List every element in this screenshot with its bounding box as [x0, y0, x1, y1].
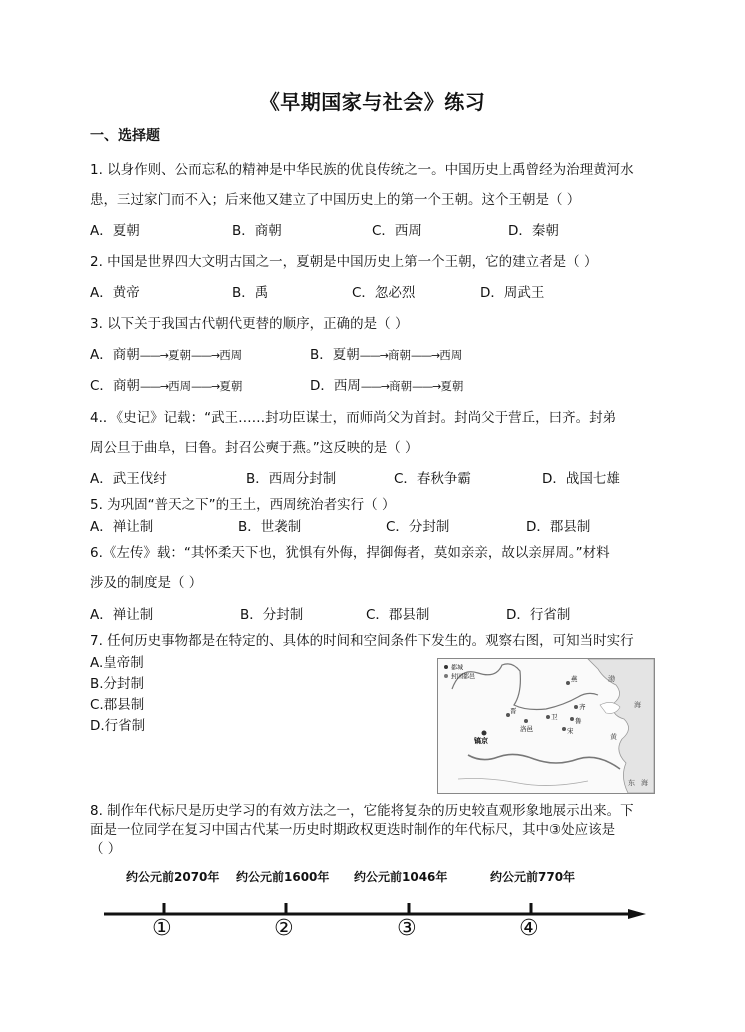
q1-stem-line2: 患，三过家门而不入；后来他又建立了中国历史上的第一个王朝。这个王朝是（ ）: [90, 192, 581, 208]
map-label: 鲁: [575, 717, 582, 725]
q6-stem-line2: 涉及的制度是（ ）: [90, 575, 203, 591]
timeline-mark-3: ③: [397, 916, 417, 941]
map-label: 海: [634, 701, 641, 709]
section-heading: 一、选择题: [90, 128, 160, 144]
map-legend-capital: 都城: [451, 664, 464, 672]
q8-stem-line1: 8. 制作年代标尺是历史学习的有效方法之一，它能将复杂的历史较直观形象地展示出来。下: [90, 803, 634, 819]
arrow-icon: ——→: [191, 380, 220, 393]
q7-stem: 7. 任何历史事物都是在特定的、具体的时间和空间条件下发生的。观察右图，可知当时实行: [90, 633, 634, 649]
q1-option-c[interactable]: C．西周: [372, 223, 422, 239]
q3-option-b[interactable]: B．夏朝——→商朝——→西周: [310, 347, 463, 363]
q5-stem: 5. 为巩固“普天之下”的王土，西周统治者实行（ ）: [90, 497, 396, 513]
arrow-icon: ——→: [359, 349, 388, 362]
q1-option-d[interactable]: D．秦朝: [508, 223, 559, 239]
map-legend-fief: 封国都邑: [451, 673, 476, 681]
q7-option-d[interactable]: D.行省制: [90, 718, 146, 734]
map-label: 燕: [571, 675, 578, 683]
q1-option-a[interactable]: A．夏朝: [90, 223, 140, 239]
q5-option-a[interactable]: A．禅让制: [90, 519, 154, 535]
map-label: 黄: [610, 733, 617, 741]
q6-option-b[interactable]: B．分封制: [240, 607, 304, 623]
map-label: 海: [641, 779, 648, 787]
q3-option-d[interactable]: D．西周——→商朝——→夏朝: [310, 378, 464, 394]
q4-option-a[interactable]: A．武王伐纣: [90, 471, 167, 487]
q6-stem-line1: 6.《左传》载：“其怀柔天下也，犹惧有外侮，捍御侮者，莫如亲亲，故以亲屏周。”材料: [90, 545, 610, 561]
q2-option-d[interactable]: D．周武王: [480, 285, 545, 301]
q4-option-c[interactable]: C．春秋争霸: [394, 471, 471, 487]
map-label: 渤: [608, 675, 615, 683]
timeline-mark-4: ④: [519, 916, 539, 941]
map-label: 晋: [510, 707, 517, 715]
era-timeline: [100, 868, 660, 958]
arrow-icon: ——→: [360, 380, 390, 393]
timeline-label-1: 约公元前2070年: [126, 870, 220, 884]
map-label: 宋: [567, 727, 574, 735]
q4-option-b[interactable]: B．西周分封制: [246, 471, 337, 487]
arrow-icon: ——→: [410, 349, 440, 362]
page-title: 《早期国家与社会》练习: [259, 90, 486, 114]
timeline-mark-2: ②: [274, 916, 294, 941]
western-zhou-map: [437, 658, 655, 794]
q7-option-c[interactable]: C.郡县制: [90, 697, 145, 713]
q6-option-a[interactable]: A．禅让制: [90, 607, 154, 623]
q1-stem-line1: 1. 以身作则、公而忘私的精神是中华民族的优良传统之一。中国历史上禹曾经为治理黄河水: [90, 162, 634, 178]
timeline-label-4: 约公元前770年: [490, 870, 576, 884]
q4-option-d[interactable]: D．战国七雄: [542, 471, 620, 487]
q7-option-b[interactable]: B.分封制: [90, 676, 145, 692]
q3-option-a[interactable]: A．商朝——→夏朝——→西周: [90, 347, 243, 363]
q4-stem-line2: 周公旦于曲阜，曰鲁。封召公奭于燕。”这反映的是（ ）: [90, 440, 419, 456]
map-label-capital: 镐京: [474, 737, 488, 745]
q6-option-d[interactable]: D．行省制: [506, 607, 571, 623]
q4-stem-line1: 4.．《史记》记载：“武王……封功臣谋士，而师尚父为首封。封尚父于营丘，曰齐。封弟: [90, 410, 617, 426]
map-label: 洛邑: [520, 725, 533, 733]
arrow-head-icon: [628, 909, 646, 919]
q5-option-d[interactable]: D．郡县制: [526, 519, 591, 535]
q6-option-c[interactable]: C．郡县制: [366, 607, 430, 623]
q2-option-b[interactable]: B．禹: [232, 285, 269, 301]
q2-option-a[interactable]: A．黄帝: [90, 285, 140, 301]
timeline-label-2: 约公元前1600年: [236, 870, 330, 884]
map-label: 东: [628, 779, 635, 787]
arrow-icon: ——→: [139, 380, 169, 393]
timeline-label-3: 约公元前1046年: [354, 870, 448, 884]
q3-stem: 3. 以下关于我国古代朝代更替的顺序，正确的是（ ）: [90, 316, 409, 332]
q3-option-c[interactable]: C．商朝——→西周——→夏朝: [90, 378, 243, 394]
q1-option-b[interactable]: B．商朝: [232, 223, 282, 239]
q5-option-b[interactable]: B．世袭制: [238, 519, 302, 535]
timeline-mark-1: ①: [152, 916, 172, 941]
arrow-icon: ——→: [139, 349, 168, 362]
arrow-icon: ——→: [190, 349, 220, 362]
map-label: 卫: [551, 713, 558, 721]
q2-option-c[interactable]: C．忽必烈: [352, 285, 416, 301]
map-label: 齐: [579, 703, 586, 711]
map-graphic: [438, 659, 654, 793]
q5-option-c[interactable]: C．分封制: [386, 519, 450, 535]
arrow-icon: ——→: [412, 380, 441, 393]
q2-stem: 2. 中国是世界四大文明古国之一，夏朝是中国历史上第一个王朝，它的建立者是（ ）: [90, 254, 598, 270]
q7-option-a[interactable]: A.皇帝制: [90, 655, 144, 671]
q8-stem-line3: （ ）: [90, 841, 122, 857]
capital-dot: [482, 731, 487, 736]
q8-stem-line2: 面是一位同学在复习中国古代某一历史时期政权更迭时制作的年代标尺，其中③处应该是: [90, 822, 616, 838]
